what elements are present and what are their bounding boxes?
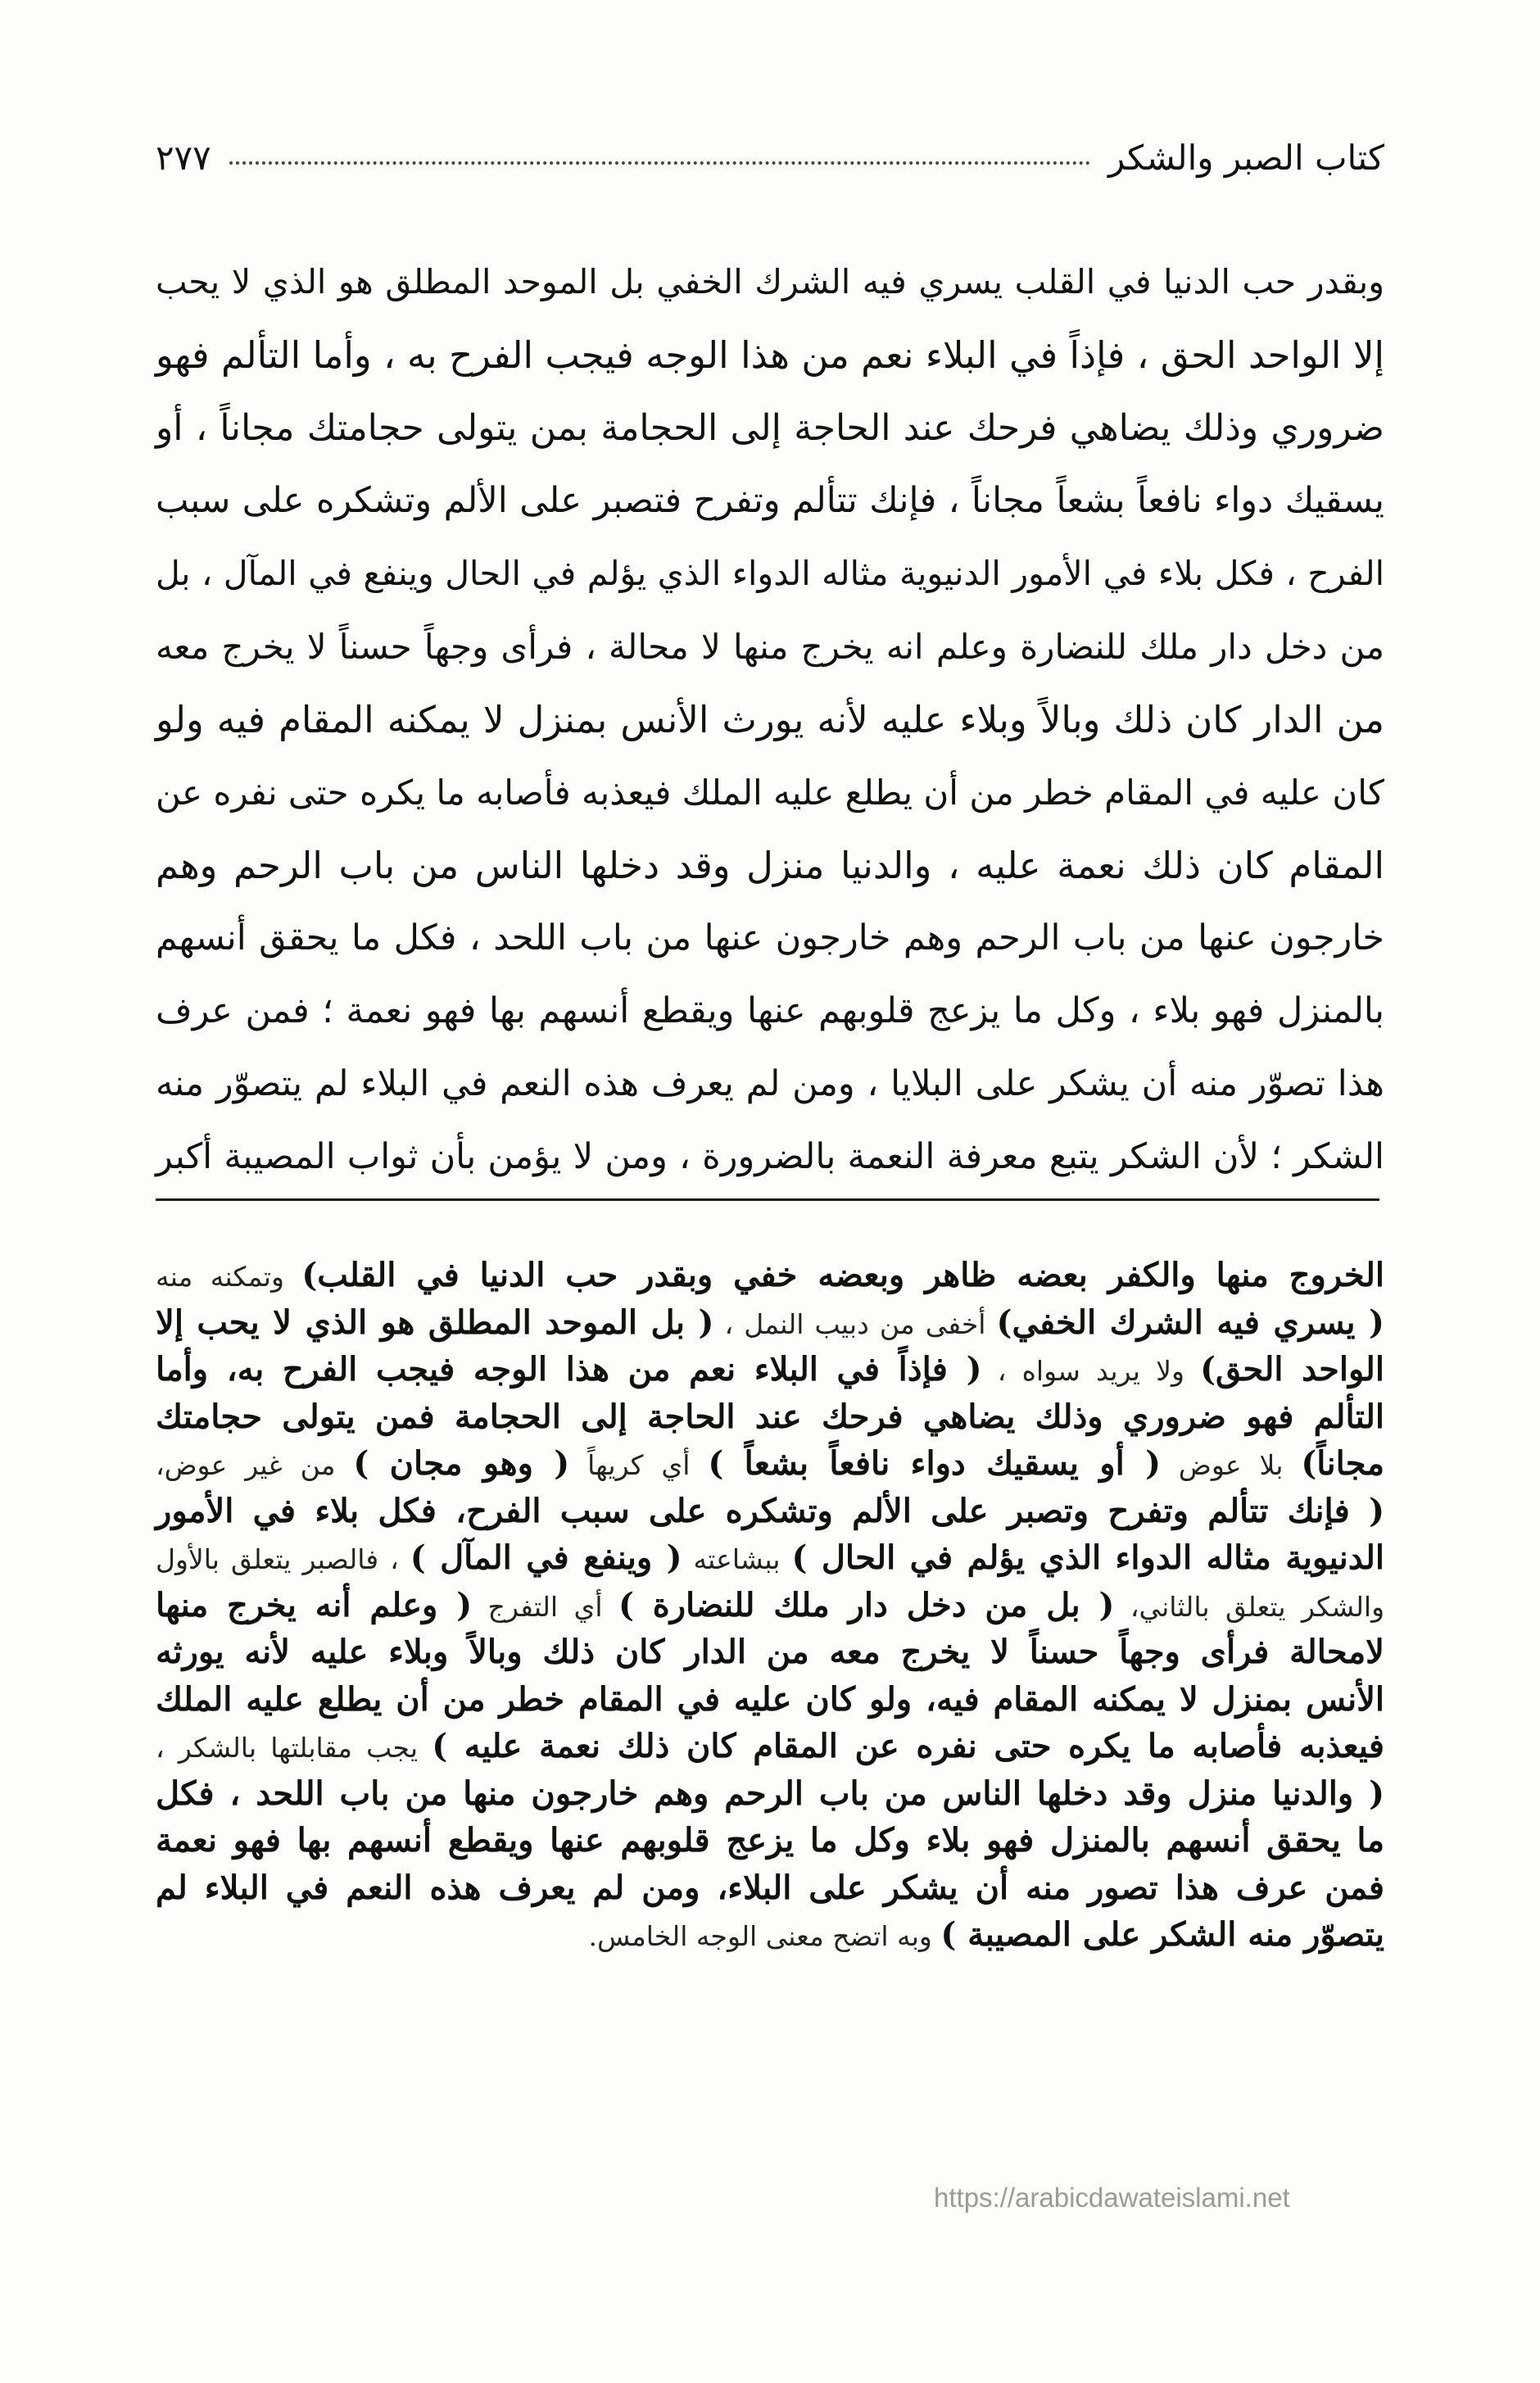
main-text-line: بالمنزل فهو بلاء ، وكل ما يزعج قلوبهم عنها ويقطع أنسهم بها فهو نعمة ؛ فمن عرف [156, 990, 1384, 1031]
commentary-line [156, 1770, 1384, 1818]
commentary-line [156, 1817, 1384, 1864]
quoted-matn-text: الأنس بمنزل لا يمكنه المقام فيه، ولو كان عليه في المقام خطر من أن يطلع عليه الملك [156, 1679, 1384, 1719]
quoted-matn-text: ( وعلم أنه يخرج منها [156, 1585, 473, 1624]
main-text-line: خارجون عنها من باب الرحم وهم خارجون عنها من باب اللحد ، فكل ما يحقق أنسهم [156, 917, 1384, 958]
quoted-matn-text: الخروج منها والكفر بعضه ظاهر وبعضه خفي وبقدر حب الدنيا في القلب) [301, 1256, 1384, 1294]
header-dot-leader [229, 161, 1090, 165]
main-text-line: هذا تصوّر منه أن يشكر على البلايا ، ومن لم يعرف هذه النعم في البلاء لم يتصوّر منه [156, 1063, 1384, 1104]
commentary-line [156, 1346, 1384, 1393]
quoted-matn-text: الدنيوية مثاله الدواء الذي يؤلم في الحال ) [791, 1538, 1385, 1577]
commentary-line [156, 1488, 1384, 1535]
quoted-matn-text: لامحالة فرأى وجهاً حسناً لا يخرج معه من الدار كان ذلك وبالاً وبلاء عليه لأنه يورثه [156, 1633, 1384, 1671]
main-text-line: كان عليه في المقام خطر من أن يطلع عليه الملك فيعذبه فأصابه ما يكره حتى نفره عن [156, 772, 1384, 813]
commentary-text: أخفى من دبيب النمل ، [713, 1307, 997, 1340]
commentary-line [156, 1252, 1384, 1299]
main-text-block [156, 246, 1384, 1194]
commentary-text: ولا يريد سواه ، [981, 1355, 1201, 1387]
quoted-matn-text: ( فإنك تتألم وتفرح وتصبر على الألم وتشكره على سبب الفرح، فكل بلاء في الأمور [156, 1491, 1384, 1530]
commentary-line [156, 1440, 1384, 1488]
quoted-matn-text: الواحد الحق) [1200, 1350, 1384, 1389]
quoted-matn-text: ( والدنيا منزل وقد دخلها الناس من باب الرحم وهم خارجون منها من باب اللحد ، فكل [156, 1774, 1384, 1813]
main-text-line: من الدار كان ذلك وبالاً وبلاء عليه لأنه يورث الأنس بمنزل لا يمكنه المقام فيه ولو [156, 698, 1384, 741]
commentary-line [156, 1299, 1384, 1347]
commentary-text: أي كريهاً [569, 1449, 709, 1481]
commentary-line [156, 1723, 1384, 1770]
commentary-text: يجب مقابلتها بالشكر ، [156, 1732, 433, 1764]
commentary-line [156, 1629, 1384, 1676]
commentary-line [156, 1534, 1384, 1582]
quoted-matn-text: ما يحقق أنسهم بالمنزل فهو بلاء وكل ما يزعج قلوبهم عنها ويقطع أنسهم بها فهو نعمة [156, 1821, 1384, 1860]
quoted-matn-text: التألم فهو ضروري وذلك يضاهي فرحك عند الحاجة إلى الحجامة فمن يتولى حجامتك [156, 1397, 1384, 1436]
main-text-line: يسقيك دواء نافعاً بشعاً مجاناً ، فإنك تتألم وتفرح فتصبر على الألم وتشكره على سبب [156, 480, 1384, 521]
commentary-line [156, 1911, 1384, 1959]
quoted-matn-text: فمن عرف هذا تصور منه أن يشكر على البلاء، ومن لم يعرف هذه النعم في البلاء لم [156, 1868, 1384, 1907]
quoted-matn-text: يتصوّر منه الشكر على المصيبة ) [940, 1915, 1384, 1954]
quoted-matn-text: ( أو يسقيك دواء نافعاً بشعاً ) [708, 1444, 1161, 1483]
quoted-matn-text: ( فإذاً في البلاء نعم من هذا الوجه فيجب الفرح به، وأما [156, 1350, 982, 1389]
commentary-line [156, 1582, 1384, 1629]
main-text-line: من دخل دار ملك للنضارة وعلم انه يخرج منها لا محالة ، فرأى وجهاً حسناً لا يخرج معه [156, 627, 1384, 667]
quoted-matn-text: ( يسري فيه الشرك الخفي) [996, 1302, 1384, 1342]
commentary-text: والشكر يتعلق بالثاني، [1114, 1590, 1385, 1623]
commentary-line [156, 1393, 1384, 1441]
commentary-text: ببشاعته [682, 1543, 792, 1575]
commentary-text: أي التفرج [472, 1590, 618, 1623]
page-number: ٢٧٧ [156, 138, 211, 178]
quoted-matn-text: ( وينفع في المآل ) [410, 1538, 682, 1577]
main-text-line: وبقدر حب الدنيا في القلب يسري فيه الشرك الخفي بل الموحد المطلق هو الذي لا يحب [156, 262, 1384, 301]
commentary-line [156, 1864, 1384, 1912]
quoted-matn-text: ( بل الموحد المطلق هو الذي لا يحب إلا [156, 1302, 714, 1342]
main-text-line: المقام كان ذلك نعمة عليه ، والدنيا منزل وقد دخلها الناس من باب الرحم وهم [156, 844, 1384, 887]
header-title: كتاب الصبر والشكر [1107, 138, 1384, 178]
watermark-url: https://arabicdawateislami.net [934, 2182, 1290, 2213]
commentary-block [156, 1252, 1384, 1959]
quoted-matn-text: مجاناً) [1301, 1444, 1385, 1483]
commentary-text: وبه اتضح معنى الوجه الخامس. [588, 1920, 941, 1952]
quoted-matn-text: ( وهو مجان ) [353, 1444, 570, 1483]
commentary-text: من غير عوض، [156, 1449, 354, 1481]
main-text-line: إلا الواحد الحق ، فإذاً في البلاء نعم من هذا الوجه فيجب الفرح به ، وأما التألم فهو [156, 333, 1384, 377]
quoted-matn-text: ( بل من دخل دار ملك للنضارة ) [618, 1585, 1115, 1624]
commentary-text: بلا عوض [1161, 1449, 1302, 1481]
commentary-line [156, 1676, 1384, 1724]
main-text-line: ضروري وذلك يضاهي فرحك عند الحاجة إلى الحجامة بمن يتولى حجامتك مجاناً ، أو [156, 407, 1384, 449]
commentary-text: وتمكنه منه [156, 1261, 302, 1293]
footnote-separator-line [156, 1198, 1379, 1201]
running-header [156, 138, 1384, 187]
commentary-text: ، فالصبر يتعلق بالأول [156, 1543, 410, 1575]
main-text-line: الشكر ؛ لأن الشكر يتبع معرفة النعمة بالضرورة ، ومن لا يؤمن بأن ثواب المصيبة أكبر [156, 1136, 1384, 1177]
quoted-matn-text: فيعذبه فأصابه ما يكره حتى نفره عن المقام كان ذلك نعمة عليه ) [432, 1727, 1384, 1765]
main-text-line: الفرح ، فكل بلاء في الأمور الدنيوية مثاله الدواء الذي يؤلم في الحال وينفع في المآل ، بل [156, 554, 1384, 593]
